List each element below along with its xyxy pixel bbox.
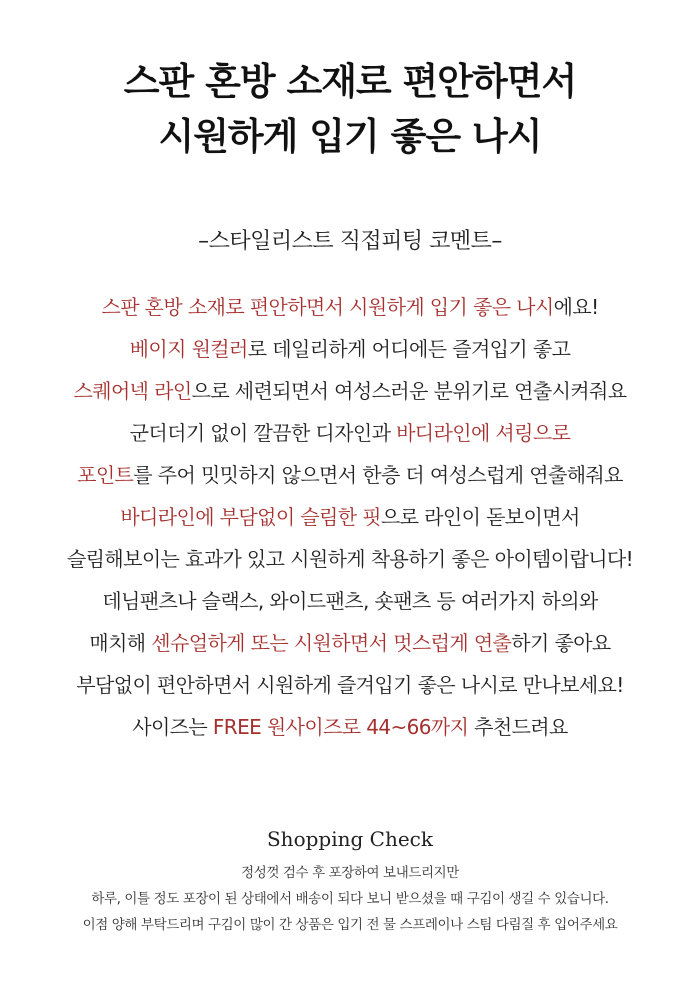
comment-highlight: 센슈얼하게 또는 시원하면서 멋스럽게 연출 <box>151 631 512 655</box>
comment-highlight: 베이지 원컬러 <box>129 337 248 361</box>
notice-line: 이점 양해 부탁드리며 구김이 많이 간 상품은 입기 전 물 스프레이나 스팀 다림질 후 입어주세요 <box>82 917 618 933</box>
comment-text: 매치해 <box>89 631 152 655</box>
headline-line-1: 스판 혼방 소재로 편안하면서 <box>123 60 577 103</box>
comment-text: 로 데일리하게 어디에든 즐겨입기 좋고 <box>247 337 571 361</box>
shopping-check-title: Shopping Check <box>266 827 433 851</box>
stylist-comment-list <box>0 286 700 748</box>
comment-text: 하기 좋아요 <box>511 631 611 655</box>
stylist-comment-heading: –스타일리스트 직접피팅 코멘트– <box>198 229 502 254</box>
comment-line <box>0 664 700 706</box>
comment-line <box>0 580 700 622</box>
comment-line <box>0 412 700 454</box>
comment-line <box>0 622 700 664</box>
comment-line <box>0 286 700 328</box>
comment-text: 사이즈는 <box>132 715 213 739</box>
comment-line <box>0 370 700 412</box>
comment-line <box>0 496 700 538</box>
comment-text: 슬림해보이는 효과가 있고 시원하게 착용하기 좋은 아이템이랍니다! <box>66 547 634 571</box>
comment-text: 데님팬츠나 슬랙스, 와이드팬츠, 숏팬츠 등 여러가지 하의와 <box>102 589 598 613</box>
comment-text: 추천드려요 <box>468 715 568 739</box>
headline-line-2: 시원하게 입기 좋은 나시 <box>158 115 542 158</box>
notice-line: 하루, 이틀 정도 포장이 된 상태에서 배송이 되다 보니 받으셨을 때 구김이 생길 수 있습니다. <box>91 891 609 907</box>
comment-highlight: 포인트 <box>77 463 134 487</box>
comment-text: 부담없이 편안하면서 시원하게 즐겨입기 좋은 나시로 만나보세요! <box>76 673 624 697</box>
comment-text: 군더더기 없이 깔끔한 디자인과 <box>129 421 397 445</box>
comment-highlight: 스퀘어넥 라인 <box>73 379 192 403</box>
comment-highlight: 바디라인에 셔링으로 <box>396 421 571 445</box>
comment-text: 으로 세련되면서 여성스러운 분위기로 연출시켜줘요 <box>191 379 627 403</box>
shopping-check-notice <box>0 860 700 938</box>
comment-highlight: 스판 혼방 소재로 편안하면서 시원하게 입기 좋은 나시 <box>101 295 554 319</box>
product-headline <box>0 54 700 164</box>
comment-highlight: FREE 원사이즈로 44~66까지 <box>212 715 469 739</box>
comment-line <box>0 454 700 496</box>
comment-text: 으로 라인이 돋보이면서 <box>380 505 580 529</box>
comment-text: 에요! <box>553 295 599 319</box>
comment-line <box>0 328 700 370</box>
comment-line <box>0 706 700 748</box>
comment-highlight: 바디라인에 부담없이 슬림한 핏 <box>120 505 381 529</box>
comment-line <box>0 538 700 580</box>
notice-line: 정성껏 검수 후 포장하여 보내드리지만 <box>241 865 459 881</box>
comment-text: 를 주어 밋밋하지 않으면서 한층 더 여성스럽게 연출해줘요 <box>133 463 623 487</box>
